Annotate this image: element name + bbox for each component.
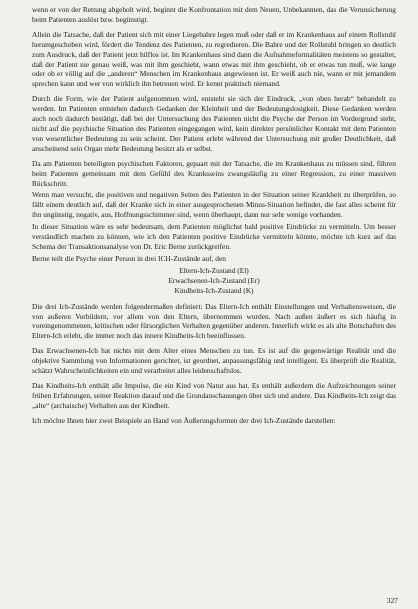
paragraph-4: Da am Patienten beteiligten psychischen Faktoren, gepaart mit der Tatsache, die im Krankenhaus zu müssen sind, führen beim Patienten gemeinsam mit dem Gefühl des Kranksseins zwangsläufig zu einer Regression, zu einer massiven Rückschritt. (32, 158, 396, 188)
page-number: 327 (386, 596, 398, 605)
paragraph-1: wenn er von der Rettung abgeholt wird, beginnt die Konfrontation mit dem Neuen, Unbekannten, das die Verunsicherung beim Patienten auslöst bzw. begünstigt. (32, 5, 396, 24)
paragraph-ego-definitions: Die drei Ich-Zustände werden folgendermaßen definiert: Das Eltern-Ich enthält Einstellungen und Verhaltensweisen, die von außeren Vorbildern, vor allem von den Eltern, übernommen wurden. Nach außen äußert es sich häufig in voreingenommenen, kritischen oder fürsorglichen Verhalten gegenüber anderen. Innerlich wirkt es als alte Botschaften des Eltern-Ich erlebt, die immer noch das innere Kindheits-Ich beeinflussen. (32, 301, 396, 341)
paragraph-examples-intro: Ich möchte Ihnen hier zwei Beispiele an Hand von Äußerungsformen der drei Ich-Zustände darstellen: (32, 415, 336, 425)
paragraph-child-ego: Das Kindheits-Ich enthält alle Impulse, die ein Kind von Natur aus hat. Es enthält außerdem die Aufzeichnungen seiner frühen Erfahrungen, seiner Reaktion darauf und die Grundanschauungen über sich und andere. Das Kindheits-Ich zeigt das „alte“ (archaische) Verhalten aus der Kindheit. (32, 380, 396, 410)
paragraph-5: Wenn man versucht, die positiven und negativen Seiten des Patienten in der Situation seiner Krankheit zu überprüfen, so fällt einem deutlich auf, daß der Kranke sich in einer ausgesprochenen Minus-Situation befindet, die fast alles scheint für ihn ungünstig, negativ, aus, Hoffnungsschimmer sind, wenn überhaupt, dann nur sehr wenige vorhanden. (32, 190, 396, 220)
ego-state-adult: Erwachsenen-Ich-Zustand (Er) (168, 276, 260, 286)
paragraph-6: In dieser Situation wäre es sehr bedeutsam, dem Patienten möglichst bald positive Eindrücke zu vermitteln. Um besser verständlich machen zu können, wie ich den Patienten positive Eindrücke vermitteln könnte, möchte ich kurz auf das Schema der Transaktionsanalyse von Dr. Eric Berne zurückgreifen. (32, 222, 396, 251)
ego-states-list (32, 266, 396, 297)
paragraph-adult-ego: Das Erwachsenen-Ich hat nichts mit dem Alter eines Menschen zu tun. Es ist auf die gegenwärtige Realität und die objektive Sammlung von Informationen gerichtet, ist geordnet, anpassungsfähig und intelligent. Es überprüft die Realität, schätzt Wahrscheinlichkeiten ein und verarbeitet alles leidenschaftslos. (32, 346, 396, 376)
paragraph-2: Allein die Tatsache, daß der Patient sich mit einer Liegebahre legen muß oder daß er im Krankenhaus auf einem Rollstuhl herumgeschoben wird, fördert die Tendenz des Patienten, zu regredieren. Die Bahre und der Rollstuhl bringen so deutlich zum Ausdruck, daß der Patient jetzt hilflos ist. Im Krankenhaus sind dann die Aufnahmeformalitäten meistens so gestaltet, daß der Patient nie genau weiß, was mit ihm geschieht, wann etwas mit ihm geschieht, ob er etwas tun muß, wie lange oder ob er völlig auf die „anderen“ Menschen im Krankenhaus angewiesen ist. Er weiß auch nie, wann er mit jemandem sprechen kann und wer von wirklich ihn betreuen wird. Er kennt praktisch niemand. (32, 29, 396, 89)
paragraph-7-berne-intro: Berne teilt die Psyche einer Person in drei ICH-Zustände auf, den (32, 253, 226, 263)
paragraph-3: Durch die Form, wie der Patient aufgenommen wird, entsteht sie sich der Eindruck, „von oben herab“ behandelt zu werden. Im Patienten entstehen dadurch Gedanken der Kleinheit und der Bedeutungslosigkeit. Diese Gedanken werden auch noch dadurch bestätigt, daß bei der Untersuchung des Patienten nicht die Psyche der Person im Vordergrund steht, nicht auf die psychische Situation des Patienten eingegangen wird, kein direkter persönlicher Kontakt mit dem Patienten von wesentlicher Bedeutung zu sein scheint. Der Patient erlebt während der Untersuchung mit großer Deutlichkeit, daß anscheinend sein Organ mehr Bedeutung besitzt als er selbst. (32, 94, 396, 153)
ego-state-parent: Eltern-Ich-Zustand (El) (179, 265, 249, 275)
ego-state-child: Kindheits-Ich-Zustand (K) (174, 286, 254, 296)
